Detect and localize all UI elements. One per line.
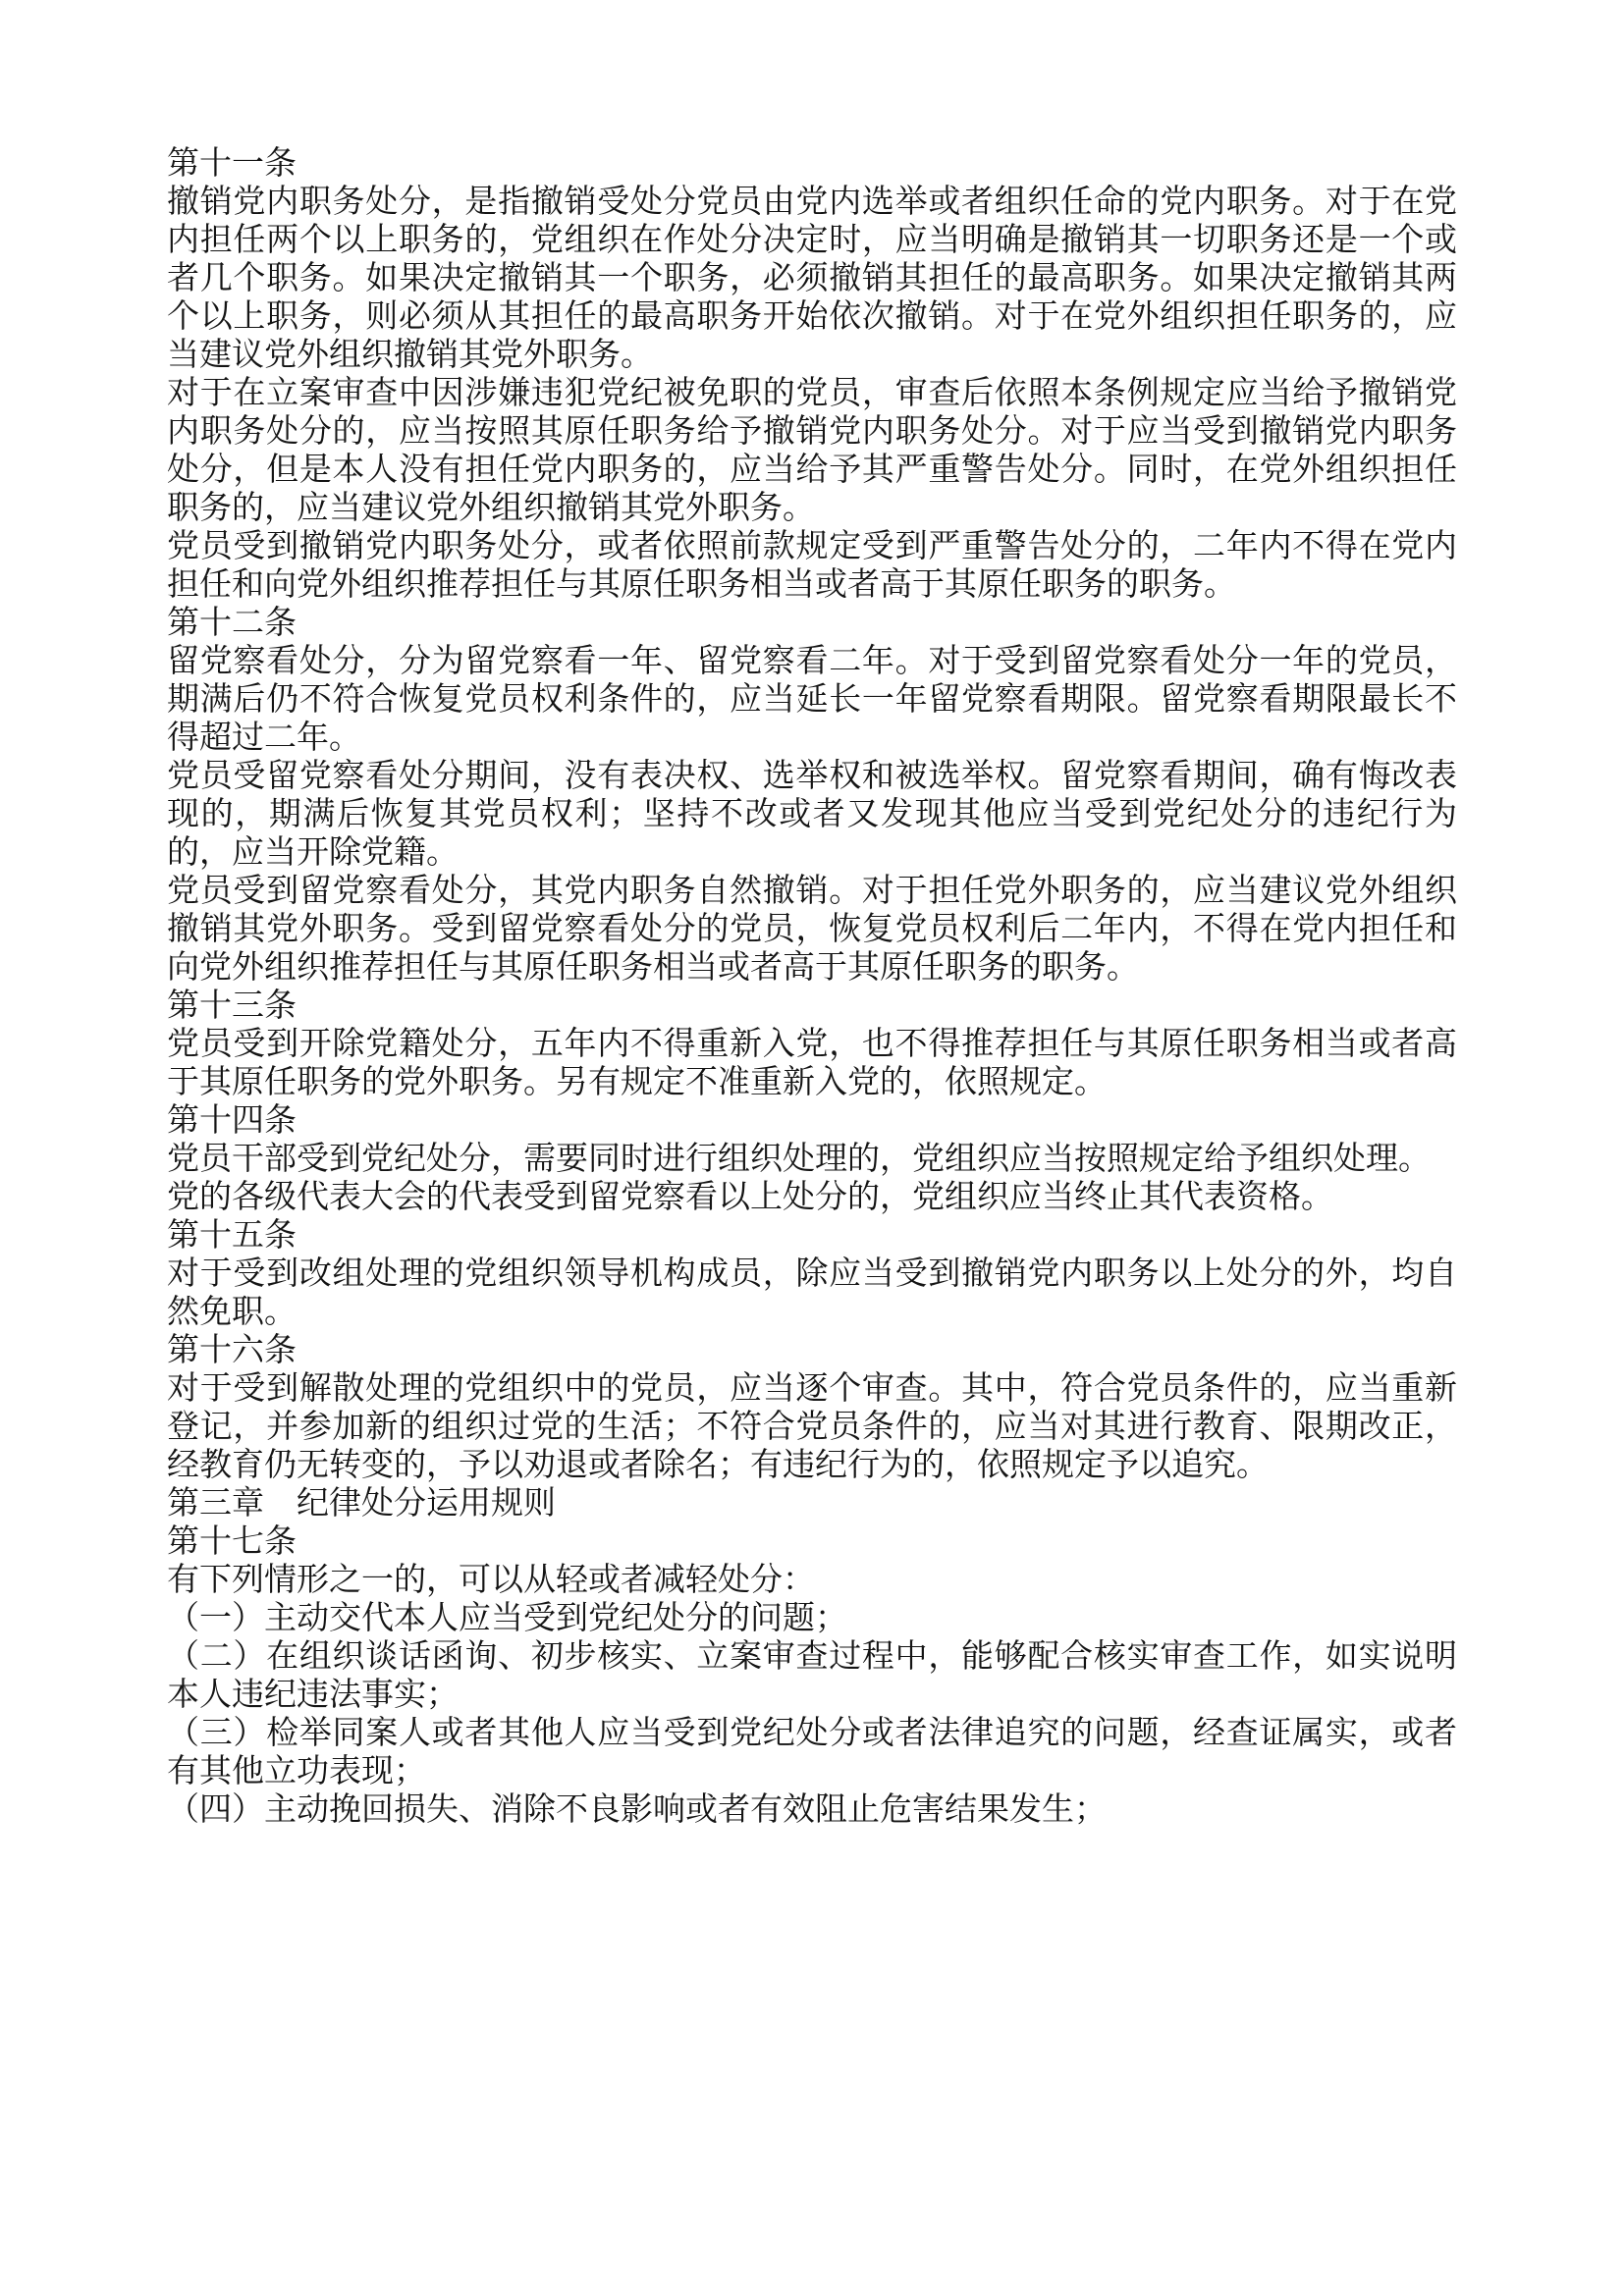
article-heading: 第十三条 (167, 988, 297, 1024)
paragraph: 有下列情形之一的，可以从轻或者减轻处分： (167, 1563, 815, 1598)
paragraph: 对于受到解散处理的党组织中的党员，应当逐个审查。其中，符合党员条件的，应当重新登记，并参加新的组织过党的生活；不符合党员条件的，应当对其进行教育、限期改正，经教育仍无转变的，予以劝退或者除名；有违纪行为的，依照规定予以追究。 (167, 1371, 1457, 1483)
paragraph: 党员受留党察看处分期间，没有表决权、选举权和被选举权。留党察看期间，确有悔改表现的，期满后恢复其党员权利；坚持不改或者又发现其他应当受到党纪处分的违纪行为的，应当开除党籍。 (167, 759, 1457, 871)
paragraph: 对于在立案审查中因涉嫌违犯党纪被免职的党员，审查后依照本条例规定应当给予撤销党内职务处分的，应当按照其原任职务给予撤销党内职务处分。对于应当受到撤销党内职务处分，但是本人没有担任党内职务的，应当给予其严重警告处分。同时，在党外组织担任职务的，应当建议党外组织撤销其党外职务。 (167, 376, 1457, 526)
article-heading: 第十一条 (167, 146, 297, 182)
article-heading: 第十四条 (167, 1103, 297, 1139)
article-heading: 第十二条 (167, 606, 297, 641)
list-item: （三）检举同案人或者其他人应当受到党纪处分或者法律追究的问题，经查证属实，或者有其他立功表现； (167, 1716, 1457, 1789)
article-heading: 第十六条 (167, 1333, 297, 1368)
paragraph: 党员干部受到党纪处分，需要同时进行组织处理的，党组织应当按照规定给予组织处理。 (167, 1142, 1431, 1177)
paragraph: 留党察看处分，分为留党察看一年、留党察看二年。对于受到留党察看处分一年的党员，期满后仍不符合恢复党员权利条件的，应当延长一年留党察看期限。留党察看期限最长不得超过二年。 (167, 644, 1457, 756)
paragraph: 撤销党内职务处分，是指撤销受处分党员由党内选举或者组织任命的党内职务。对于在党内担任两个以上职务的，党组织在作处分决定时，应当明确是撤销其一切职务还是一个或者几个职务。如果决定撤销其一个职务，必须撤销其担任的最高职务。如果决定撤销其两个以上职务，则必须从其担任的最高职务开始依次撤销。对于在党外组织担任职务的，应当建议党外组织撤销其党外职务。 (167, 185, 1457, 373)
paragraph: 党员受到留党察看处分，其党内职务自然撤销。对于担任党外职务的，应当建议党外组织撤销其党外职务。受到留党察看处分的党员，恢复党员权利后二年内，不得在党内担任和向党外组织推荐担任与其原任职务相当或者高于其原任职务的职务。 (167, 874, 1457, 986)
list-item: （一）主动交代本人应当受到党纪处分的问题； (167, 1601, 847, 1636)
paragraph: 对于受到改组处理的党组织领导机构成员，除应当受到撤销党内职务以上处分的外，均自然免职。 (167, 1256, 1457, 1330)
paragraph: 党的各级代表大会的代表受到留党察看以上处分的，党组织应当终止其代表资格。 (167, 1180, 1333, 1215)
paragraph: 党员受到撤销党内职务处分，或者依照前款规定受到严重警告处分的，二年内不得在党内担任和向党外组织推荐担任与其原任职务相当或者高于其原任职务的职务。 (167, 529, 1457, 603)
list-item: （二）在组织谈话函询、初步核实、立案审查过程中，能够配合核实审查工作，如实说明本人违纪违法事实； (167, 1639, 1457, 1713)
list-item: （四）主动挽回损失、消除不良影响或者有效阻止危害结果发生； (167, 1792, 1107, 1828)
article-heading: 第十五条 (167, 1218, 297, 1254)
article-heading: 第十七条 (167, 1524, 297, 1560)
paragraph: 党员受到开除党籍处分，五年内不得重新入党，也不得推荐担任与其原任职务相当或者高于其原任职务的党外职务。另有规定不准重新入党的，依照规定。 (167, 1027, 1457, 1100)
document-body (167, 145, 1457, 1830)
chapter-heading: 第三章 纪律处分运用规则 (167, 1486, 556, 1522)
